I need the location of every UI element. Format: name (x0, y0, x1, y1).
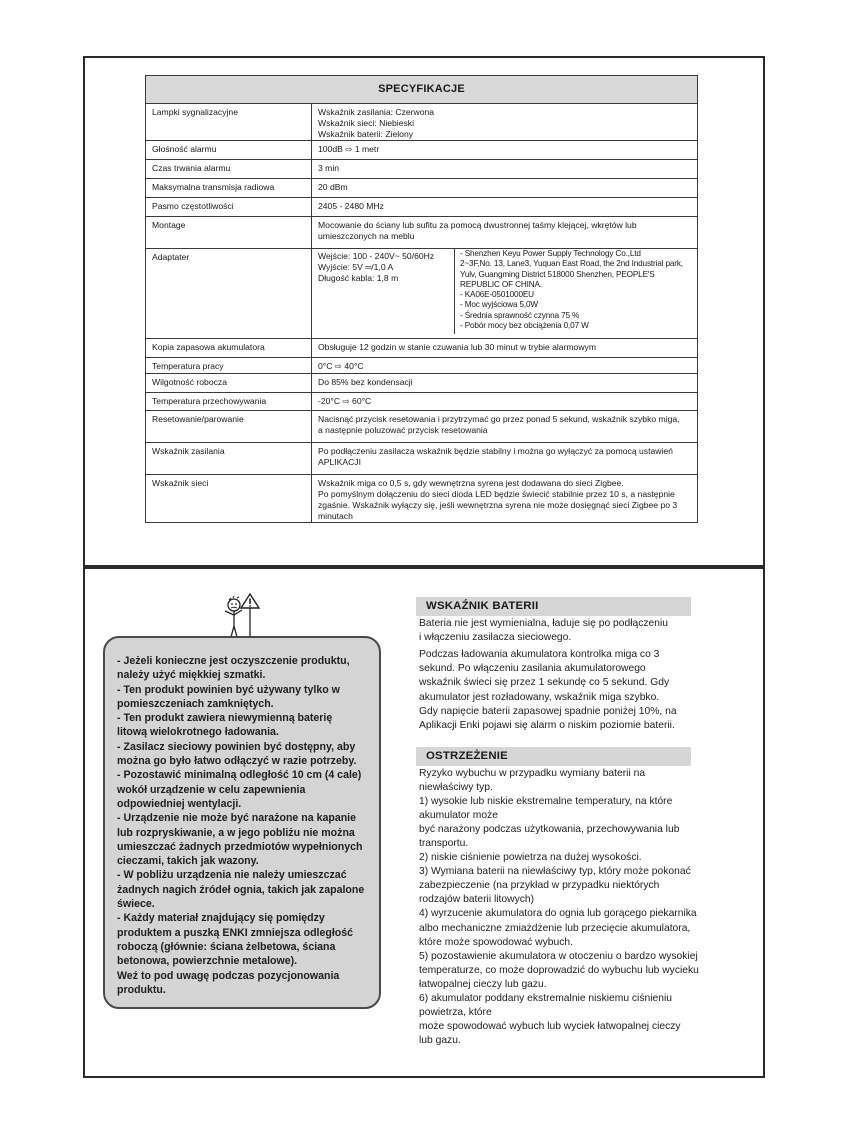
warning-text-line: 1) wysokie lub niskie ekstremalne temperatury, na które (419, 796, 673, 808)
warning-text-line: temperaturze, co może doprowadzić do wybuchu lub wycieku (419, 964, 699, 976)
battery-section-title: WSKAŹNIK BATERII (416, 597, 691, 616)
safety-warning-line: - Ten produkt powinien być używany tylko w (117, 683, 340, 696)
spec-value-line: Do 85% bez kondensacji (318, 377, 413, 387)
spec-row (146, 358, 698, 374)
spec-value (312, 104, 698, 141)
warning-text-line: 3) Wymiana baterii na niewłaściwy typ, który może pokonać (419, 866, 691, 878)
spec-label: Temperatura pracy (146, 358, 312, 374)
spec-value (312, 358, 698, 374)
battery-text-line: Podczas ładowania akumulatora kontrolka miga co 3 (419, 649, 660, 660)
spec-value-line: zgaśnie. Wskaźnik wyłączy się, jeśli wewnętrzna syrena nie może dosięgnąć sieci Zigbee po 3 (318, 500, 678, 510)
adapter-manufacturer-line: - Pobór mocy bez obciążenia 0,07 W (460, 321, 589, 331)
spec-row (146, 104, 698, 141)
battery-text-line: Gdy napięcie baterii zapasowej spadnie poniżej 10%, na (419, 705, 677, 717)
spec-value-line: Po pomyślnym dołączeniu do sieci dioda LED będzie świecić stabilnie przez 10 s, a następnie (318, 489, 675, 499)
spec-value-line: Obsługuje 12 godzin w stanie czuwania lub 30 minut w trybie alarmowym (318, 342, 597, 352)
safety-warning-line: umieszczać żadnych przedmiotów wypełnionych (117, 840, 363, 853)
spec-value-line: 2405 - 2480 MHz (318, 201, 384, 211)
adapter-manufacturer-line: - Moc wyjściowa 5,0W (460, 300, 538, 310)
warning-text-line: niewłaściwy typ. (419, 782, 493, 794)
warning-text (419, 767, 699, 1048)
spec-value-line: Wskaźnik miga co 0,5 s, gdy wewnętrzna syrena jest dodawana do sieci Zigbee. (318, 478, 624, 488)
spec-label: Wilgotność robocza (146, 374, 312, 393)
warning-text-line: 2) niskie ciśnienie powietrza na dużej wysokości. (419, 852, 642, 864)
adapter-manufacturer-line: 2~3F,No. 13, Lane3, Yuquan East Road, the 2nd Industrial park, (460, 259, 683, 269)
safety-warning-line: żadnych nagich źródeł ognia, takich jak zapalone (117, 883, 365, 896)
safety-warning-line: - Ten produkt zawiera niewymienną baterię (117, 712, 333, 725)
warning-text-line: lub gazu. (419, 1034, 461, 1046)
spec-value-line: Mocowanie do ściany lub sufitu za pomocą dwustronnej taśmy klejącej, wkrętów lub (318, 220, 637, 230)
spec-value-line: Po podłączeniu zasilacza wskaźnik będzie stabilny i można go wyłączyć za pomocą ustawień (318, 446, 673, 456)
spec-label: Maksymalna transmisja radiowa (146, 179, 312, 198)
spec-title: SPECYFIKACJE (146, 76, 698, 104)
spec-value (312, 374, 698, 393)
spec-row (146, 393, 698, 411)
spec-label: Wskaźnik sieci (146, 475, 312, 523)
spec-table (145, 75, 698, 523)
safety-warning-line: - Każdy materiał znajdujący się pomiędzy (117, 912, 325, 925)
spec-value (312, 160, 698, 179)
safety-warning-line: - Pozostawić minimalną odległość 10 cm (4 cale) (117, 769, 362, 782)
spec-value-line: Wskaźnik sieci: Niebieski (318, 118, 414, 128)
warning-text-line: Ryzyko wybuchu w przypadku wymiany baterii na (419, 768, 646, 779)
spec-value-line: 20 dBm (318, 182, 348, 192)
adapter-spec-line: Długość kabla: 1,8 m (318, 273, 399, 283)
spec-label: Kopia zapasowa akumulatora (146, 339, 312, 358)
battery-text-line: sekund. Po włączeniu zasilania akumulatorowego (419, 663, 646, 675)
spec-label: Pasmo częstotliwości (146, 198, 312, 217)
spec-row (146, 475, 698, 523)
warning-text-line: łatwopalnej cieczy lub gazu. (419, 978, 547, 990)
spec-label: Głośność alarmu (146, 141, 312, 160)
spec-value-line: a następnie poluzować przycisk resetowania (318, 425, 488, 435)
safety-warning-line: roboczą (głównie: ściana żelbetowa, ściana (117, 940, 336, 953)
spec-row (146, 249, 698, 339)
spec-row (146, 339, 698, 358)
safety-warning-line: - Zasilacz sieciowy powinien być dostępny, aby (117, 740, 356, 753)
spec-row (146, 141, 698, 160)
safety-warning-line: można go było łatwo odłączyć w razie potrzeby. (117, 755, 357, 768)
battery-text-line: i włączeniu zasilacza sieciowego. (419, 632, 572, 644)
spec-value (312, 339, 698, 358)
safety-warning-line: - Jeżeli konieczne jest oczyszczenie produktu, (117, 655, 350, 667)
spec-value (312, 411, 698, 443)
spec-value (312, 198, 698, 217)
safety-warning-line: wokół urządzenie w celu zapewnienia (117, 783, 306, 796)
battery-text-line: akumulator jest rozładowany, wskaźnik miga szybko. (419, 691, 660, 703)
adapter-spec-line: Wejście: 100 - 240V~ 50/60Hz (318, 251, 435, 261)
adapter-spec-line: Wyjście: 5V ═/1,0 A (318, 262, 394, 272)
spec-row (146, 198, 698, 217)
spec-value-line: APLIKACJI (318, 457, 361, 467)
spec-value (312, 443, 698, 475)
safety-warning-line: świece. (117, 898, 155, 911)
spec-value-line: 3 min (318, 163, 340, 173)
spec-value (312, 217, 698, 249)
spec-label: Montage (146, 217, 312, 249)
spec-value-line: 100dB ⇨ 1 metr (318, 144, 380, 154)
adapter-manufacturer-line: - Shenzhen Keyu Power Supply Technology Co.,Ltd (460, 249, 641, 258)
spec-label: Temperatura przechowywania (146, 393, 312, 411)
safety-warning-line: odpowiedniej wentylacji. (117, 797, 242, 810)
spec-row (146, 443, 698, 475)
spec-value (312, 249, 698, 339)
spec-row (146, 160, 698, 179)
adapter-manufacturer-line: Yulv, Guangming District 518000 Shenzhen, PEOPLE'S (460, 269, 655, 279)
battery-text-line: Aplikacji Enki pojawi się alarm o niskim poziomie baterii. (419, 720, 675, 732)
warning-text-line: akumulator może (419, 810, 498, 822)
spec-value-line: Wskaźnik zasilania: Czerwona (318, 107, 435, 117)
battery-paragraph-1 (419, 617, 668, 645)
spec-value-line: -20°C ⇨ 60°C (318, 396, 372, 406)
warning-text-line: może spowodować wybuch lub wyciek łatwopalnej cieczy (419, 1020, 681, 1032)
warning-text-line: transportu. (419, 838, 469, 850)
warning-text-line: 6) akumulator poddany ekstremalnie niskiemu ciśnieniu (419, 992, 672, 1004)
spec-label: Adaptater (146, 249, 312, 339)
warning-text-line: 4) wyrzucenie akumulatora do ognia lub gorącego piekarnika (419, 908, 697, 920)
spec-row (146, 179, 698, 198)
spec-label: Czas trwania alarmu (146, 160, 312, 179)
spec-value-line: 0°C ⇨ 40°C (318, 361, 364, 371)
spec-label: Resetowanie/parowanie (146, 411, 312, 443)
spec-value-line: minutach (318, 511, 353, 521)
warning-text-line: rodzajów baterii litowych) (419, 894, 535, 906)
spec-row (146, 374, 698, 393)
safety-warning-line: produktem a puszką ENKI zmniejsza odległość (117, 926, 354, 939)
safety-warning-box (103, 636, 381, 1009)
battery-paragraph-2 (419, 648, 677, 733)
spec-value (312, 141, 698, 160)
warning-text-line: zabezpieczenie (na przykład w przypadku niektórych (419, 880, 660, 892)
safety-warning-line: Weź to pod uwagę podczas pozycjonowania (117, 969, 340, 982)
battery-text-line: wskaźnik świeci się przez 1 sekundę co 5 sekund. Gdy (419, 677, 670, 689)
safety-warning-line: pomieszczeniach zamkniętych. (117, 697, 274, 710)
spec-value-line: Wskaźnik baterii: Zielony (318, 129, 414, 139)
adapter-manufacturer-line: - Średnia sprawność czynna 75 % (460, 310, 580, 320)
safety-warning-line: - W pobliżu urządzenia nie należy umieszczać (117, 869, 347, 882)
adapter-manufacturer-line: REPUBLIC OF CHINA. (460, 279, 542, 289)
safety-warning-line: lub rozpryskiwanie, a w jego pobliżu nie można (117, 826, 355, 839)
warning-figure-icon (212, 590, 264, 642)
safety-warning-line: cieczami, takich jak wazony. (117, 855, 259, 868)
adapter-manufacturer-line: - KA06E-0501000EU (460, 290, 534, 300)
warning-text-line: 5) pozostawienie akumulatora w otoczeniu o bardzo wysokiej (419, 950, 698, 962)
spec-value (312, 393, 698, 411)
safety-warning-line: produktu. (117, 983, 166, 996)
spec-value-line: Nacisnąć przycisk resetowania i przytrzymać go przez ponad 5 sekund, wskaźnik szybko miga, (318, 414, 680, 424)
battery-text-line: Bateria nie jest wymienialna, ładuje się po podłączeniu (419, 618, 668, 629)
safety-warning-line: litową wielokrotnego ładowania. (117, 726, 279, 739)
spec-value (312, 179, 698, 198)
safety-warning-line: należy użyć miękkiej szmatki. (117, 669, 266, 682)
spec-row (146, 411, 698, 443)
warning-text-line: albo mechaniczne zmiażdżenie lub przecięcie akumulatora, (419, 922, 691, 934)
spec-row (146, 217, 698, 249)
warning-text-line: które może spowodować wybuch. (419, 936, 573, 948)
safety-warning-line: betonowa, powierzchnie metalowe). (117, 955, 298, 968)
spec-value (312, 475, 698, 523)
spec-label: Wskaźnik zasilania (146, 443, 312, 475)
spec-label: Lampki sygnalizacyjne (146, 104, 312, 141)
warning-text-line: powietrza, które (419, 1006, 492, 1018)
safety-warning-line: - Urządzenie nie może być narażone na kapanie (117, 812, 357, 825)
warning-text-line: być narażony podczas użytkowania, przechowywania lub (419, 824, 680, 836)
warning-section-title: OSTRZEŻENIE (416, 747, 691, 766)
spec-value-line: umieszczonych na meblu (318, 231, 415, 241)
